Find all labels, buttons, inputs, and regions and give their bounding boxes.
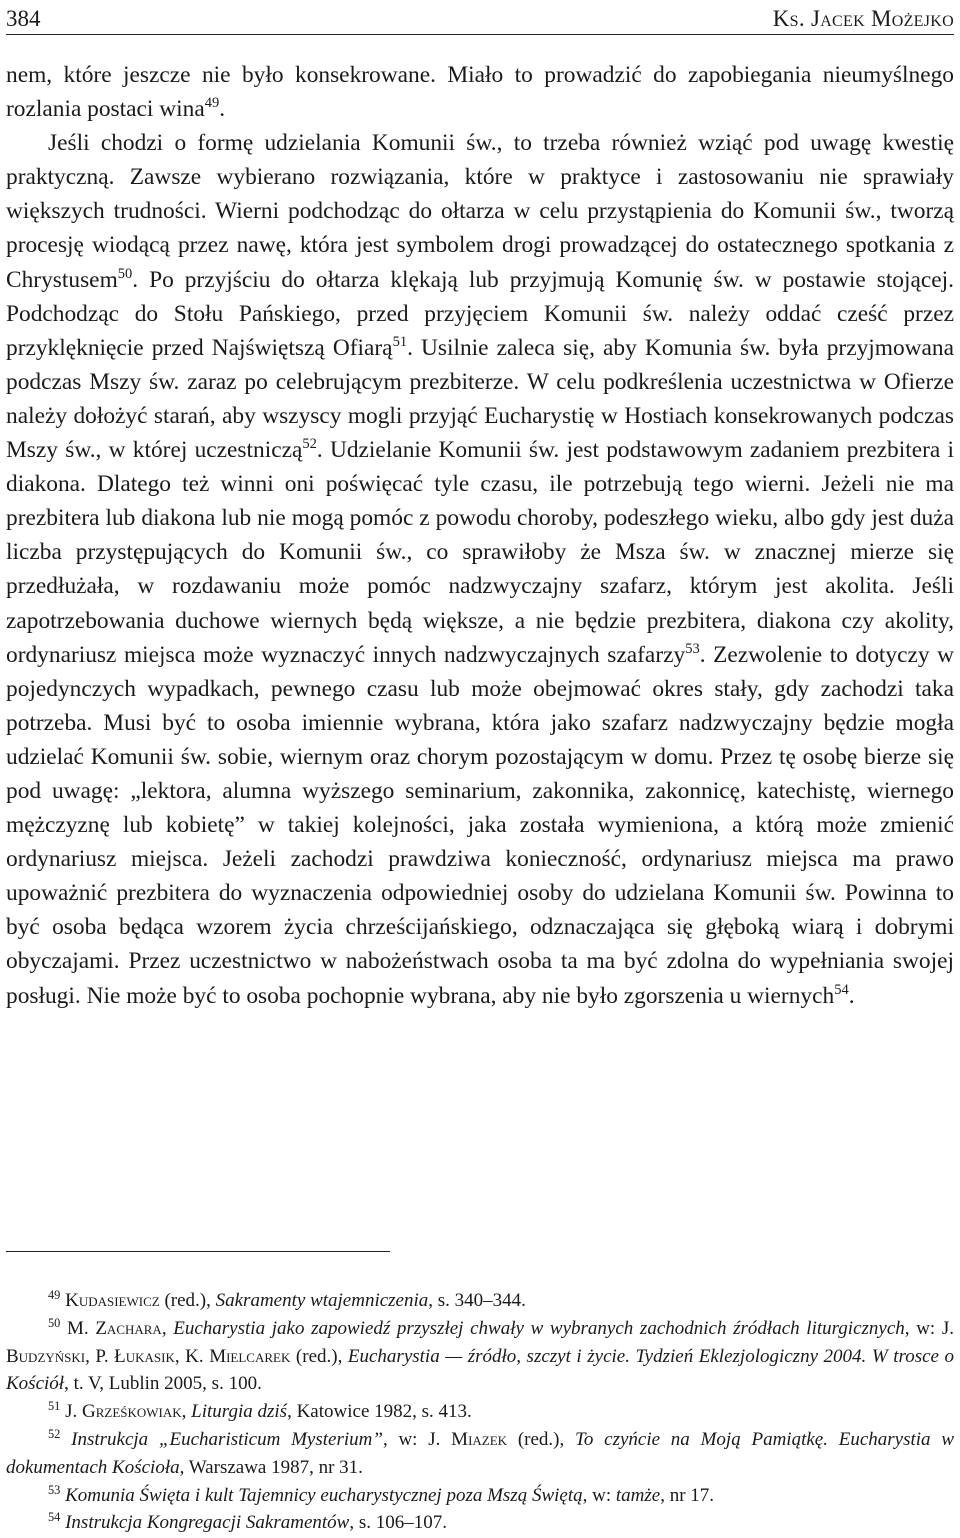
footnote-text: , w: <box>582 1484 616 1506</box>
footnote-ref: 52 <box>302 436 317 453</box>
footnote-title: Liturgia dziś <box>191 1401 288 1423</box>
footnote-title: Eucharystia jako zapowiedź przyszłej chwały w wybranych zachodnich źródłach liturgicznych <box>173 1317 905 1339</box>
footnote-text: , nr 17. <box>660 1484 715 1506</box>
paragraph-text: . <box>848 982 855 1009</box>
footnote-ref: 51 <box>392 333 408 350</box>
footnote-title: To czyńcie na Moją Pamiątkę. Eucharystia w dokumentach Kościoła <box>6 1428 955 1478</box>
footnote-number: 50 <box>48 1316 61 1331</box>
footnote-title: Instrukcja Kongregacji Sakramentów <box>65 1512 350 1534</box>
footnotes <box>6 1287 954 1537</box>
footnote-50 <box>6 1315 954 1398</box>
footnote-title: Eucharystia — źródło, szczyt i życie. Tydzień Eklezjologiczny 2004. W trosce o Kościół <box>6 1345 954 1395</box>
main-text <box>6 58 954 1013</box>
paragraph-text: Jeśli chodzi o formę udzielania Komunii św., to trzeba również wziąć pod uwagę kwestię praktyczną. Zawsze wybierano rozwiązania, które w praktyce i zastosowaniu nie sprawiały większych trudności. Wierni podchodząc do ołtarza w celu przystąpienia do Komunii św., tworzą procesję wiodącą przez nawę, która jest symbolem drogi prowadzącej do ostatecznego spotkania z Chrystusem <box>6 130 954 293</box>
paragraph <box>6 126 954 1012</box>
footnote-54 <box>6 1509 954 1537</box>
page-number: 384 <box>6 6 41 31</box>
footnote-ref: 50 <box>117 265 133 282</box>
footnote-author: J. Budzyński, P. Łukasik, K. Mielcarek <box>6 1317 955 1367</box>
paragraph-text: . Usilnie zaleca się, aby Komunia św. była przyjmowana podczas Mszy św. zaraz po celebrującym prezbiterze. W celu podkreślenia uczestnictwa w Ofierze należy dołożyć starań, aby wszyscy mogli przyjąć Eucharystię w Hostiach konsekrowanych podczas Mszy św., w której uczestniczą <box>6 334 955 464</box>
footnote-title: Komunia Święta i kult Tajemnicy eucharystycznej poza Mszą Świętą <box>65 1484 583 1506</box>
footnote-title: Instrukcja „Eucharisticum Mysterium” <box>71 1428 383 1450</box>
footnote-52 <box>6 1426 954 1482</box>
footnote-text: , <box>181 1401 192 1423</box>
footnote-53 <box>6 1482 954 1510</box>
footnote-text: , Katowice 1982, s. 413. <box>287 1401 472 1423</box>
footnote-ref: 54 <box>834 981 849 998</box>
footnote-number: 51 <box>48 1399 61 1414</box>
footnote-text: , s. 106–107. <box>349 1512 448 1534</box>
footnote-text: (red.), <box>290 1345 348 1367</box>
paragraph-text: . Po przyjściu do ołtarza klękają lub przyjmują Komunię św. w postawie stojącej. Podchodząc do Stołu Pańskiego, przed przyjęciem Komunii św. należy oddać cześć przez przyklęknięcie przed Najświętszą Ofiarą <box>6 266 954 361</box>
footnote-number: 52 <box>48 1427 61 1442</box>
footnote-number: 53 <box>48 1482 61 1497</box>
footnote-author: Kudasiewicz <box>65 1290 160 1311</box>
footnote-text: , s. 340–344. <box>428 1290 526 1311</box>
footnote-separator <box>6 1251 390 1252</box>
footnote-number: 54 <box>48 1510 61 1525</box>
running-header <box>6 0 954 35</box>
paragraph-continued <box>6 58 954 126</box>
paragraph-text: . Udzielanie Komunii św. jest podstawowym zadaniem prezbitera i diakona. Dlatego też winni oni poświęcać tyle czasu, ile potrzebują tego wierni. Jeżeli nie ma prezbitera lub diakona lub nie mogą pomóc z powodu choroby, podeszłego wieku, albo gdy jest duża liczba przystępujących do Komunii św., co sprawiłoby że Msza św. w znacznej mierze się przedłużała, w rozdawaniu może pomóc nadzwyczajny szafarz, którym jest akolita. Jeśli zapotrzebowania duchowe wiernych będą większe, a nie będzie prezbitera, diakona czy akolity, ordynariusz miejsca może wyznaczyć innych nadzwyczajnych szafarzy <box>6 437 955 668</box>
footnote-ref: 49 <box>204 95 220 112</box>
paragraph-text: . <box>219 96 226 123</box>
footnote-text: , Warszawa 1987, nr 31. <box>179 1456 363 1478</box>
paragraph-text: nem, które jeszcze nie było konsekrowane. Miało to prowadzić do zapobiegania nieumyślnego rozlania postaci wina <box>6 62 954 123</box>
footnote-title: tamże <box>615 1484 661 1506</box>
footnote-text: (red.), <box>507 1428 576 1450</box>
footnote-text: , t. V, Lublin 2005, s. 100. <box>64 1373 262 1395</box>
footnote-title: Sakramenty wtajemniczenia <box>215 1290 429 1311</box>
footnote-text: , w: <box>904 1317 942 1339</box>
running-head-author: Ks. Jacek Możejko <box>772 6 954 31</box>
footnote-author: M. Zachara <box>67 1317 162 1339</box>
footnote-51 <box>6 1398 954 1426</box>
footnote-text: , w: <box>382 1428 429 1450</box>
footnote-text: (red.), <box>159 1290 216 1311</box>
footnote-number: 49 <box>48 1288 61 1303</box>
footnote-ref: 53 <box>685 640 700 657</box>
paragraph-text: . Zezwolenie to dotyczy w pojedynczych wypadkach, pewnego czasu lub może obejmować okres stały, gdy zachodzi taka potrzeba. Musi być to osoba imiennie wybrana, która jako szafarz nadzwyczajny będzie mogła udzielać Komunii św. sobie, wiernym oraz chorym pozostającym w domu. Przez tę osobę bierze się pod uwagę: „lektora, alumna wyższego seminarium, zakonnika, zakonnicę, katechistę, wiernego mężczyznę lub kobietę” w takiej kolejności, jaka została wymieniona, a którą może zmienić ordynariusz miejsca. Jeżeli zachodzi prawdziwa konieczność, ordynariusz miejsca ma prawo upoważnić prezbitera do wyznaczenia odpowiedniej osoby do udzielana Komunii św. Powinna to być osoba będąca wzorem życia chrześcijańskiego, odznaczająca się głęboką wiarą i dobrymi obyczajami. Przez uczestnictwo w nabożeństwach osoba ta ma być zdolna do wypełniania swojej posługi. Nie może być to osoba pochopnie wybrana, aby nie było zgorszenia u wiernych <box>6 641 955 1009</box>
footnote-49 <box>6 1287 954 1315</box>
footnote-author: J. Grześkowiak <box>65 1401 182 1423</box>
footnote-author: J. Miazek <box>428 1428 508 1450</box>
footnote-text: , <box>161 1317 174 1339</box>
